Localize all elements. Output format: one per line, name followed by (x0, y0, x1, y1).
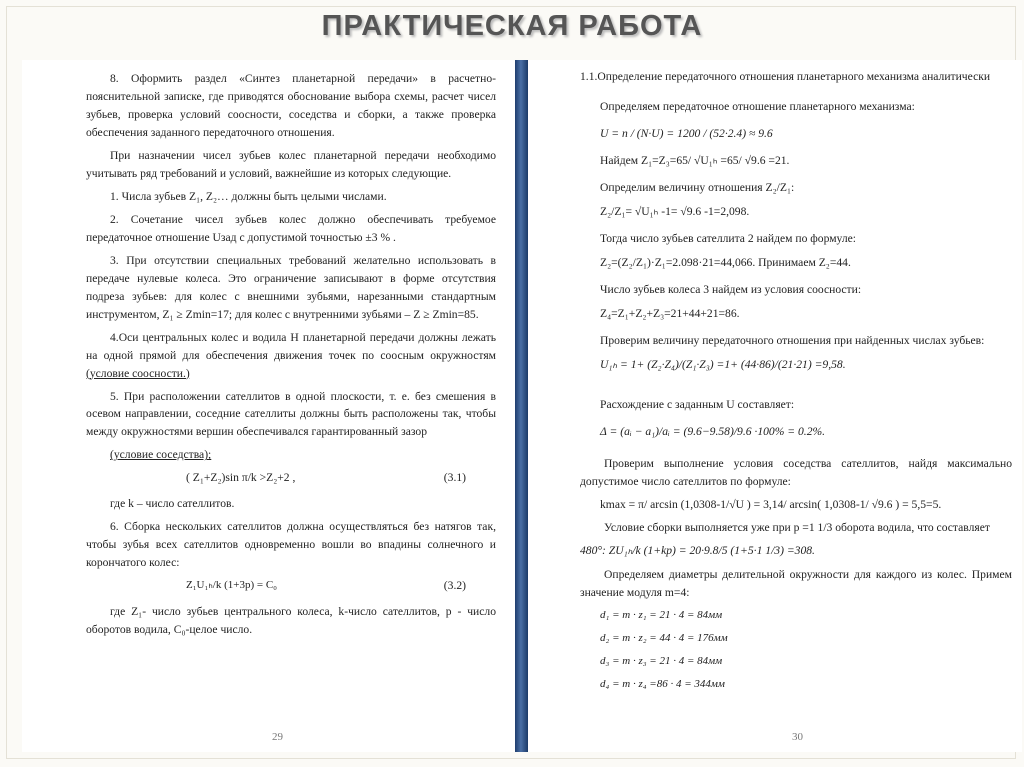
text-satellite: Тогда число зубьев сателлита 2 найдем по формуле: (600, 231, 856, 245)
paragraph-requirements: При назначении чисел зубьев колес планетарной передачи необходимо учитывать ряд требований и условий, важнейшие из которых следующие. (86, 148, 496, 180)
text-z1-z3: Найдем Z₁=Z₃=65/ √U₁ₕ =65/ √9.6 =21. (600, 153, 790, 167)
page-left (22, 60, 516, 752)
paragraph-req-2: 2. Сочетание чисел зубьев колес должно обеспечивать требуемое передаточное отношение Uзад с допустимой точностью ±3 % . (86, 212, 496, 244)
neighbor-condition: (условие соседства); (110, 448, 212, 462)
formula-kmax: kmax = π/ arcsin (1,0308-1/√U ) = 3,14/ arcsin( 1,0308-1/ √9.6 ) = 5,5=5. (600, 497, 942, 511)
text-discrepancy: Расхождение с заданным U составляет: (600, 397, 795, 411)
paragraph-req-1: 1. Числа зубьев Z₁, Z₂… должны быть целыми числами. (110, 189, 387, 203)
formula-discrepancy: Δ = (aᵢ − a₁)/aᵢ = (9.6−9.58)/9.6 ·100% = 0.2%. (600, 424, 826, 438)
formula-3-1 (86, 469, 496, 487)
page-number-left: 29 (272, 730, 283, 743)
section-heading: 1.1.Определение передаточного отношения планетарного механизма аналитически (580, 70, 991, 83)
formula-d4: d₄ = m · z₄ =86 · 4 = 344мм (600, 678, 725, 691)
formula-3-1-expr: ( Z₁+Z₂)sin π/k >Z₂+2 , (186, 471, 296, 485)
book-spine (515, 60, 528, 752)
text-check-ratio: Проверим величину передаточного отношения при найденных числах зубьев: (600, 333, 985, 347)
text-ratio-z2-z1: Определим величину отношения Z₂/Z₁: (600, 180, 795, 194)
text-assembly: Условие сборки выполняется уже при p =1 1/3 оборота водила, что составляет (604, 521, 990, 535)
paragraph-neighbor-condition (86, 446, 496, 464)
paragraph-req-3: 3. При отсутствии специальных требований желательно использовать в передаче нулевые колеса. Это ограничение записывают в форме отсутствия подреза зубьев: для колес с внешними зубьями, нарезанными стандартным инструментом, Z₁ ≥ Zmin=17; для колес с внутренними зубьями – Z ≥ Zmin=85. (86, 253, 496, 321)
formula-assembly: 480°: ZU₁ₕ/k (1+kp) = 20·9.8/5 (1+5·1 1/3) =308. (580, 544, 815, 558)
page-number-right: 30 (792, 730, 803, 743)
coaxial-condition: (условие соосности.) (86, 366, 190, 380)
paragraph-task-8: 8. Оформить раздел «Синтез планетарной передачи» в расчетно-пояснительной записке, где приводятся обоснование выбора схемы, расчет чисел зубьев, проверка условий соосности, соседства и сборки, а также проверка обеспечения заданного передаточного отношения. (86, 72, 496, 139)
formula-d3: d₃ = m · z₃ = 21 · 4 = 84мм (600, 655, 723, 668)
paragraph-req-4 (86, 329, 496, 383)
text-coaxial: Число зубьев колеса 3 найдем из условия соосности: (600, 282, 862, 296)
formula-3-1-number: (3.1) (443, 471, 466, 485)
text-ratio-intro: Определяем передаточное отношение планетарного механизма: (600, 99, 915, 113)
text-neighbor-check: Проверим выполнение условия соседства сателлитов, найдя максимально допустимое число сателлитов по формуле: (580, 456, 1012, 488)
formula-3-2 (86, 577, 496, 595)
formula-z2-z1: Z₂/Z₁= √U₁ₕ -1= √9.6 -1=2,098. (600, 204, 750, 218)
paragraph-req-6: 6. Сборка нескольких сателлитов должна осуществляться без натягов так, чтобы зубья всех сателлитов одновременно вошли во впадины солнечного и корончатого колес: (86, 520, 496, 570)
formula-d2: d₂ = m · z₂ = 44 · 4 = 176мм (600, 632, 728, 645)
formula-z4: Z₄=Z₁+Z₂+Z₃=21+44+21=86. (600, 306, 740, 320)
paragraph-req-5: 5. При расположении сателлитов в одной плоскости, т. е. без смешения в осевом направлении, соседние сателлиты должны быть расположены так, чтобы между окружностями вершин обеспечивался гарантированный зазор (86, 389, 496, 439)
paragraph-k-def: где k – число сателлитов. (110, 497, 235, 511)
formula-ratio: U = n / (N·U) = 1200 / (52·2.4) ≈ 9.6 (600, 126, 773, 140)
text-diameters: Определяем диаметры делительной окружности для каждого из колес. Примем значение модуля m=4: (580, 568, 1012, 600)
formula-3-2-expr: Z₁U₁ₕ/k (1+3p) = C₀ (186, 579, 277, 592)
formula-3-2-number: (3.2) (443, 579, 466, 593)
formula-d1: d₁ = m · z₁ = 21 · 4 = 84мм (600, 609, 723, 622)
formula-z2: Z₂=(Z₂/Z₁)·Z₁=2.098·21=44,066. Принимаем Z₂=44. (600, 255, 851, 269)
formula-check-ratio: U₁ₕ = 1+ (Z₂·Z₄)/(Z₁·Z₃) =1+ (44·86)/(21·21) =9,58. (600, 357, 846, 371)
slide-title: ПРАКТИЧЕСКАЯ РАБОТА (321, 10, 703, 42)
page-right (528, 60, 1022, 752)
paragraph-variables: где Z₁- число зубьев центрального колеса, k-число сателлитов, p - число оборотов водила, C₀-целое число. (86, 605, 496, 637)
req-4-text: 4.Оси центральных колес и водила H планетарной передачи должны лежать на одной прямой для обеспечения движения точек по соосным окружностям (86, 330, 496, 362)
